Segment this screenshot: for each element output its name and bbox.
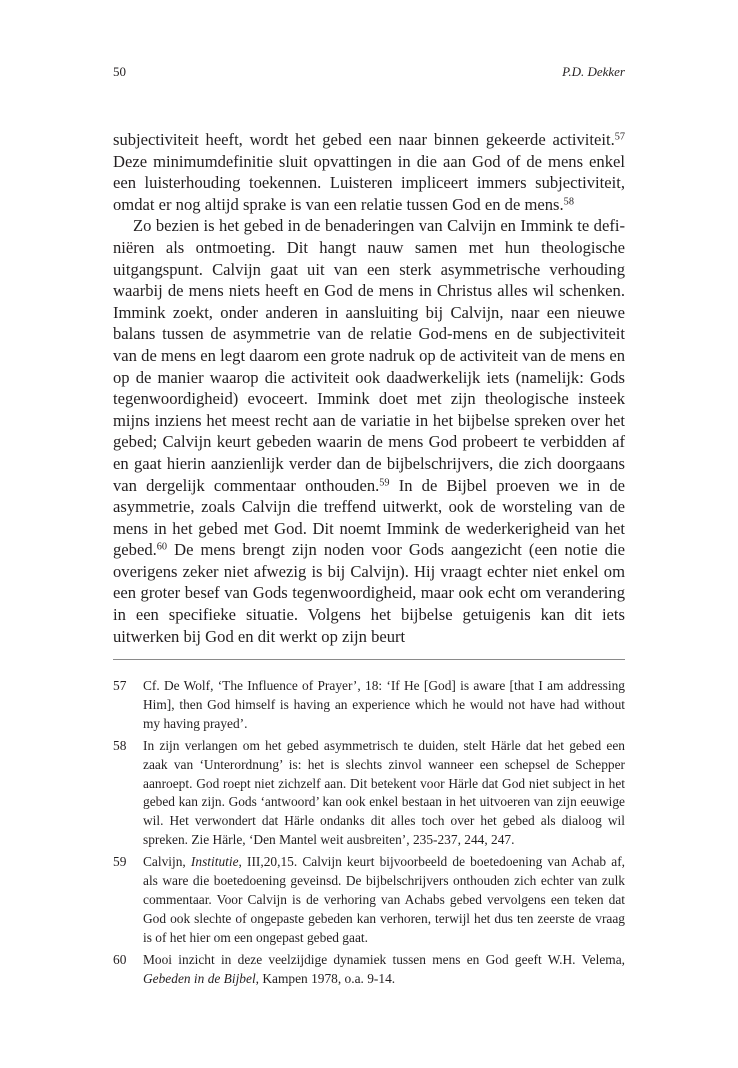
- footnote-text-post: , Kampen 1978, o.a. 9-14.: [255, 970, 396, 986]
- body-text: [113, 129, 625, 647]
- footnote-number: 60: [113, 951, 127, 967]
- footnote-text: Cf. De Wolf, ‘The Influence of Prayer’, 18: ‘If He [God] is aware [that I am addressing Him], then God himself is having an experience which he would not have had without my having prayed’.: [143, 678, 625, 731]
- footnote-title-italic: Gebeden in de Bijbel: [143, 970, 256, 986]
- footnote-number: 57: [113, 678, 127, 693]
- footnotes: [113, 677, 625, 992]
- footnote-60: [113, 951, 625, 989]
- footnote-ref-60[interactable]: 60: [156, 541, 168, 553]
- footnote-58: [113, 737, 625, 850]
- footnote-title-italic: Institutie: [190, 854, 239, 870]
- footnote-divider: [113, 659, 625, 660]
- footnote-number: 58: [113, 737, 127, 753]
- paragraph-2-text-a: Zo bezien is het gebed in de benaderingen van Calvijn en Immink te definiëren als ontmoeting. Dit hangt nauw samen met hun theologische uitgangspunt. Calvijn gaat uit van een sterk asymmetrische verhouding waarbij de mens niets heeft en God de mens in Christus alles wil schenken. Immink zoekt, onder anderen in aansluiting bij Calvijn, naar een nieuwe balans tussen de asymmetrie van de relatie God-mens en de subjectiviteit van de mens en legt daarom een grote nadruk op de activiteit van de mens en op de manier waarop die activiteit ook daadwerkelijk iets (namelijk: Gods tegenwoordigheid) evoceert. Immink doet met zijn theologische insteek mijns inziens het meest recht aan de variatie in het bijbelse spreken over het gebed; Calvijn keurt gebeden waarin de mens God probeert te verbidden af en gaat hierin aanzienlijk verder dan de bijbelschrijvers, die zich doorgaans van dergelijk commentaar onthouden.: [113, 216, 625, 495]
- paragraph-2-text-b: In de Bijbel proeven we in de asymmetrie, zoals Calvijn die treffend uitwerkt, ook de worsteling van de mens in het gebed met God. Dit noemt Immink de wederkerigheid van het gebed.: [113, 475, 625, 560]
- footnote-ref-59[interactable]: 59: [379, 476, 390, 488]
- footnote-59: [113, 853, 625, 948]
- footnote-text-pre: Mooi inzicht in deze veelzijdige dynamiek tussen mens en God geeft W.H. Velema,: [143, 951, 625, 967]
- paragraph-1: [113, 129, 625, 215]
- footnote-text: In zijn verlangen om het gebed asymmetrisch te duiden, stelt Härle dat het gebed een zaak van ‘Unterordnung’ is: het is slechts zinvol wanneer een schepsel de Schepper aanroept. God roept niet zichzelf aan. Dit betekent voor Härle dat God niet subject in het gebed kan zijn. Gods ‘antwoord’ kan ook enkel bestaan in het uitvoeren van zijn eeuwige wil. Het verwondert dat Härle ondanks dit alles toch over het gebed als dialoog wil spreken. Zie Härle, ‘Den Mantel weit ausbreiten’, 235-237, 244, 247.: [143, 737, 625, 848]
- footnote-text: [143, 952, 625, 986]
- paragraph-1-text-a: subjectiviteit heeft, wordt het gebed een naar binnen gekeerde activiteit.: [113, 130, 615, 149]
- footnote-text-post: , III,20,15. Calvijn keurt bijvoorbeeld de boetedoening van Achab af, als ware die boetedoening geveinsd. De bijbelschrijvers onthouden zich echter van zulk commentaar. Voor Calvijn is de verhoring van Achabs gebed vervolgens een teken dat God ook slechte of ongepaste gebeden kan verhoren, terwijl het dus ten zeerste de vraag is of het hier om een ongepast gebed gaat.: [143, 854, 625, 945]
- footnote-number: 59: [113, 854, 127, 870]
- footnote-ref-57[interactable]: 57: [614, 131, 625, 143]
- page-number: 50: [113, 64, 126, 79]
- paragraph-2: [113, 215, 625, 647]
- footnote-text-pre: Calvijn,: [143, 854, 191, 870]
- paragraph-2-text-c: De mens brengt zijn noden voor Gods aangezicht (een notie die overigens zeker niet afwezig is bij Calvijn). Hij vraagt echter niet enkel om een groter besef van Gods tegenwoordigheid, maar ook echt om verandering in een specifieke situatie. Volgens het bijbelse getuigenis kan dit iets uitwerken bij God en dit werkt op zijn beurt: [113, 540, 625, 646]
- paragraph-1-text-b: Deze minimumdefinitie sluit opvattingen in die aan God of de mens enkel een luisterhouding toekennen. Luisteren impliceert immers subjectiviteit, omdat er nog altijd sprake is van een relatie tussen God en de mens.: [113, 151, 625, 214]
- running-head-author: P.D. Dekker: [562, 64, 625, 79]
- footnote-text: [143, 854, 625, 945]
- footnote-57: [113, 677, 625, 734]
- footnote-ref-58[interactable]: 58: [563, 196, 574, 208]
